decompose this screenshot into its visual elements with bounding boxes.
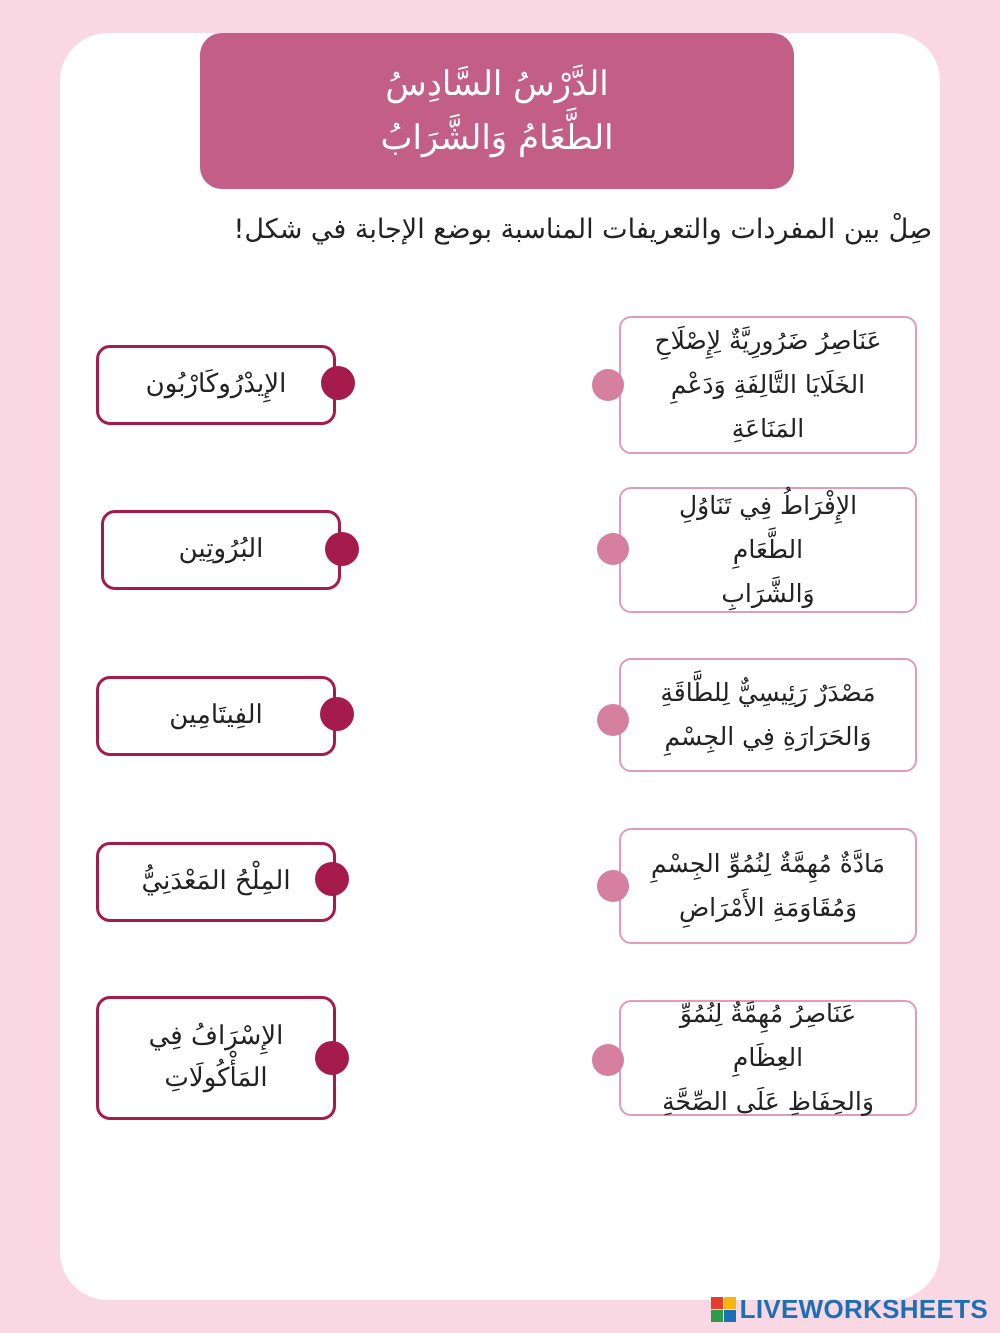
term-connector-dot[interactable] [320,697,354,731]
liveworksheets-brand [711,1294,988,1324]
term-connector-dot[interactable] [325,532,359,566]
definition-connector-dot[interactable] [592,1044,624,1076]
term-label: المِلْحُ المَعْدَنِيُّ [141,866,291,897]
term-connector-dot[interactable] [321,366,355,400]
definition-line1: مَادَّةٌ مُهِمَّةٌ لِنُمُوِّ الجِسْمِ [650,849,886,879]
definition-connector-dot[interactable] [592,369,624,401]
definition-connector-dot[interactable] [597,533,629,565]
term-label: البُرُوتِين [178,534,264,565]
definition-box[interactable] [619,658,917,772]
definition-line2: الخَلَايَا التَّالِفَةِ وَدَعْمِ المَنَاعَةِ [670,370,866,443]
term-label-line2: المَأْكُولَاتِ [164,1063,268,1093]
term-box[interactable] [96,996,336,1120]
instruction-text: صِلْ بين المفردات والتعريفات المناسبة بوضع الإجابة في شكل! [233,214,932,245]
definition-line1: عَنَاصِرُ مُهِمَّةٌ لِنُمُوِّ العِظَامِ [679,999,857,1073]
term-box[interactable] [101,510,341,590]
definition-box[interactable] [619,316,917,454]
lesson-title-banner [200,33,794,189]
definition-line2: وَالحِفَاظِ عَلَى الصِّحَّةِ [662,1086,874,1116]
lesson-number: الدَّرْسُ السَّادِسُ [385,63,609,104]
term-label: الإِيدْرُوكَارْبُون [145,369,287,400]
definition-line1: الإِفْرَاطُ فِي تَنَاوُلِ الطَّعَامِ [678,491,858,565]
definition-box[interactable] [619,828,917,944]
lesson-topic: الطَّعَامُ وَالشَّرَابُ [380,118,614,158]
definition-box[interactable] [619,1000,917,1116]
definition-line1: مَصْدَرٌ رَئِيسِيٌّ لِلطَّاقَةِ [660,678,876,708]
term-box[interactable] [96,842,336,922]
definition-box[interactable] [619,487,917,613]
term-box[interactable] [96,676,336,756]
brand-name: LIVEWORKSHEETS [739,1293,988,1324]
definition-line2: وَمُقَاوَمَةِ الأَمْرَاضِ [678,893,858,922]
term-label-line1: الإِسْرَافُ فِي [148,1021,284,1052]
definition-connector-dot[interactable] [597,870,629,902]
term-connector-dot[interactable] [315,1041,349,1075]
term-box[interactable] [96,345,336,425]
term-connector-dot[interactable] [315,862,349,896]
definition-line2: وَالشَّرَابِ [721,578,815,608]
definition-line2: وَالحَرَارَةِ فِي الجِسْمِ [664,722,872,751]
definition-connector-dot[interactable] [597,704,629,736]
liveworksheets-logo-icon [711,1297,736,1322]
definition-line1: عَنَاصِرُ ضَرُورِيَّةٌ لِإِصْلَاحِ [654,326,882,356]
term-label: الفِيتَامِين [169,700,263,731]
